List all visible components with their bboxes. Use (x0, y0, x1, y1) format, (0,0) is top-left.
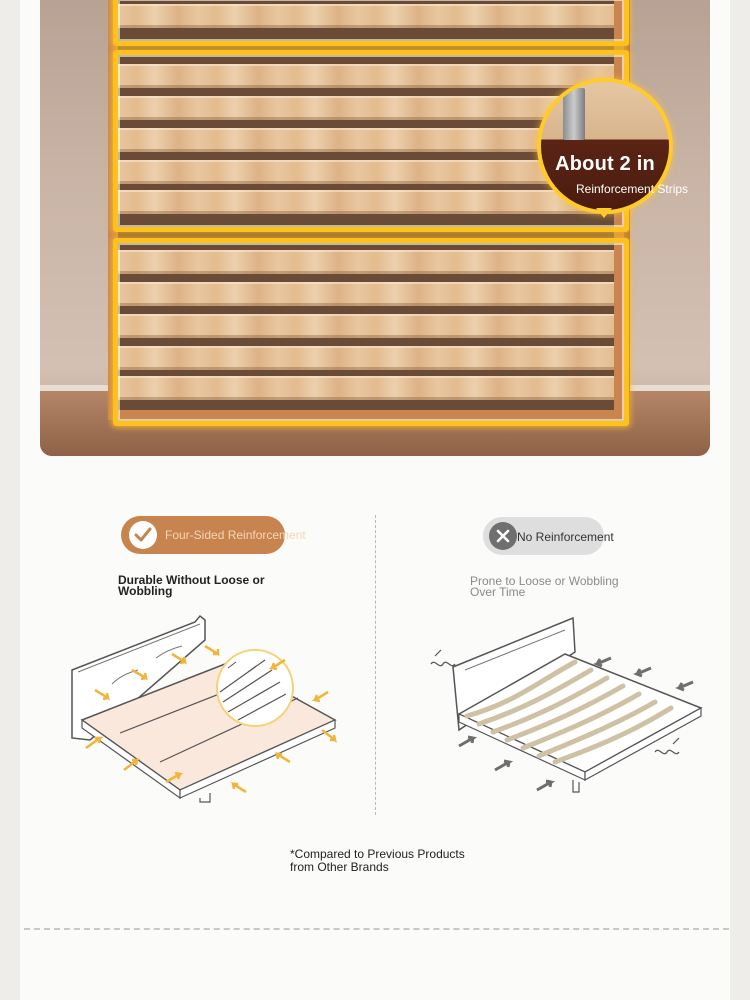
callout-measurement: About 2 in (555, 153, 655, 175)
comparison-footnote: *Compared to Previous Products from Other Brands (290, 847, 465, 874)
callout-caption: Reinforcement Strips (576, 182, 689, 196)
section-divider (24, 928, 729, 930)
good-description: Durable Without Loose or Wobbling (118, 573, 265, 598)
x-icon (496, 529, 510, 543)
product-photo-bed-slats (40, 0, 710, 456)
no-reinforcement-badge (483, 517, 614, 555)
check-circle (129, 521, 157, 549)
bad-badge-label: No Reinforcement (517, 530, 614, 544)
good-badge-label: Four-Sided Reinforcement (165, 528, 306, 542)
reinforcement-glow-bottom (113, 238, 629, 426)
callout-pointer (596, 208, 612, 218)
unreinforced-bed-illustration (425, 612, 710, 802)
check-icon (134, 527, 152, 543)
four-sided-reinforcement-badge (121, 516, 306, 554)
reinforced-bed-illustration (60, 610, 350, 810)
reinforcement-glow-top (113, 0, 629, 46)
measuring-tool-icon (563, 88, 585, 140)
bad-description: Prone to Loose or Wobbling Over Time (470, 574, 619, 599)
comparison-divider (375, 515, 376, 815)
x-circle (489, 522, 517, 550)
